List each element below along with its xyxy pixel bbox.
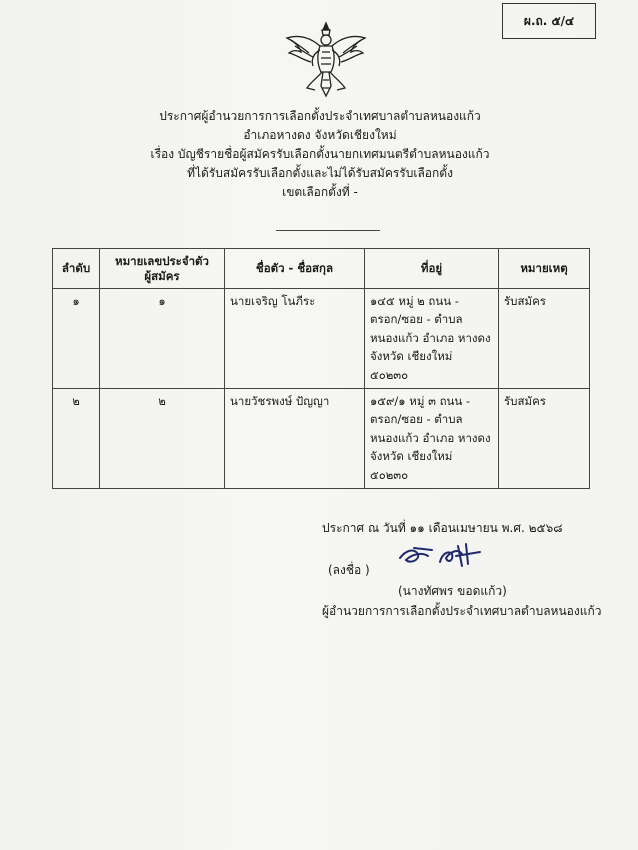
cell-note: รับสมัคร — [499, 289, 590, 389]
signer-name: (นางทัศพร ขอดแก้ว) — [398, 584, 507, 598]
header-line-4: ที่ได้รับสมัครรับเลือกตั้งและไม่ได้รับสมัครรับเลือกตั้ง — [187, 166, 453, 180]
table-row — [53, 289, 590, 389]
col-header-address: ที่อยู่ — [365, 249, 499, 289]
header-divider — [276, 230, 380, 231]
cell-address: ๑๕๙/๑ หมู่ ๓ ถนน - ตรอก/ซอย - ตำบล หนองแก้ว อำเภอ หางดง จังหวัด เชียงใหม่ ๕๐๒๓๐ — [365, 389, 499, 489]
header-line-3: เรื่อง บัญชีรายชื่อผู้สมัครรับเลือกตั้งนายกเทศมนตรีตำบลหนองแก้ว — [150, 147, 490, 161]
cell-note: รับสมัคร — [499, 389, 590, 489]
announcement-header — [100, 107, 540, 202]
announcement-date: ประกาศ ณ วันที่ ๑๑ เดือนเมษายน พ.ศ. ๒๕๖๘ — [322, 521, 563, 535]
cell-name: นายเจริญ โนภีระ — [225, 289, 365, 389]
cell-candidate-number: ๑ — [100, 289, 225, 389]
candidate-table — [52, 248, 590, 489]
header-line-5: เขตเลือกตั้งที่ - — [282, 185, 358, 199]
col-header-candidate-number: หมายเลขประจำตัว ผู้สมัคร — [100, 249, 225, 289]
table-row — [53, 389, 590, 489]
form-code-box: ผ.ถ. ๕/๔ — [502, 3, 596, 39]
cell-order: ๒ — [53, 389, 100, 489]
signature-label: (ลงชื่อ ) — [328, 563, 370, 577]
col-header-order: ลำดับ — [53, 249, 100, 289]
cell-order: ๑ — [53, 289, 100, 389]
col-header-note: หมายเหตุ — [499, 249, 590, 289]
header-line-2: อำเภอหางดง จังหวัดเชียงใหม่ — [243, 128, 397, 142]
col-header-name: ชื่อตัว - ชื่อสกุล — [225, 249, 365, 289]
table-header-row — [53, 249, 590, 289]
header-line-1: ประกาศผู้อำนวยการการเลือกตั้งประจำเทศบาลตำบลหนองแก้ว — [159, 109, 481, 123]
cell-name: นายวัชรพงษ์ ปัญญา — [225, 389, 365, 489]
signer-title: ผู้อำนวยการการเลือกตั้งประจำเทศบาลตำบลหนองแก้ว — [322, 604, 602, 618]
garuda-emblem — [283, 20, 369, 100]
handwritten-signature — [396, 540, 482, 570]
cell-candidate-number: ๒ — [100, 389, 225, 489]
cell-address: ๑๔๕ หมู่ ๒ ถนน - ตรอก/ซอย - ตำบล หนองแก้ว อำเภอ หางดง จังหวัด เชียงใหม่ ๕๐๒๓๐ — [365, 289, 499, 389]
